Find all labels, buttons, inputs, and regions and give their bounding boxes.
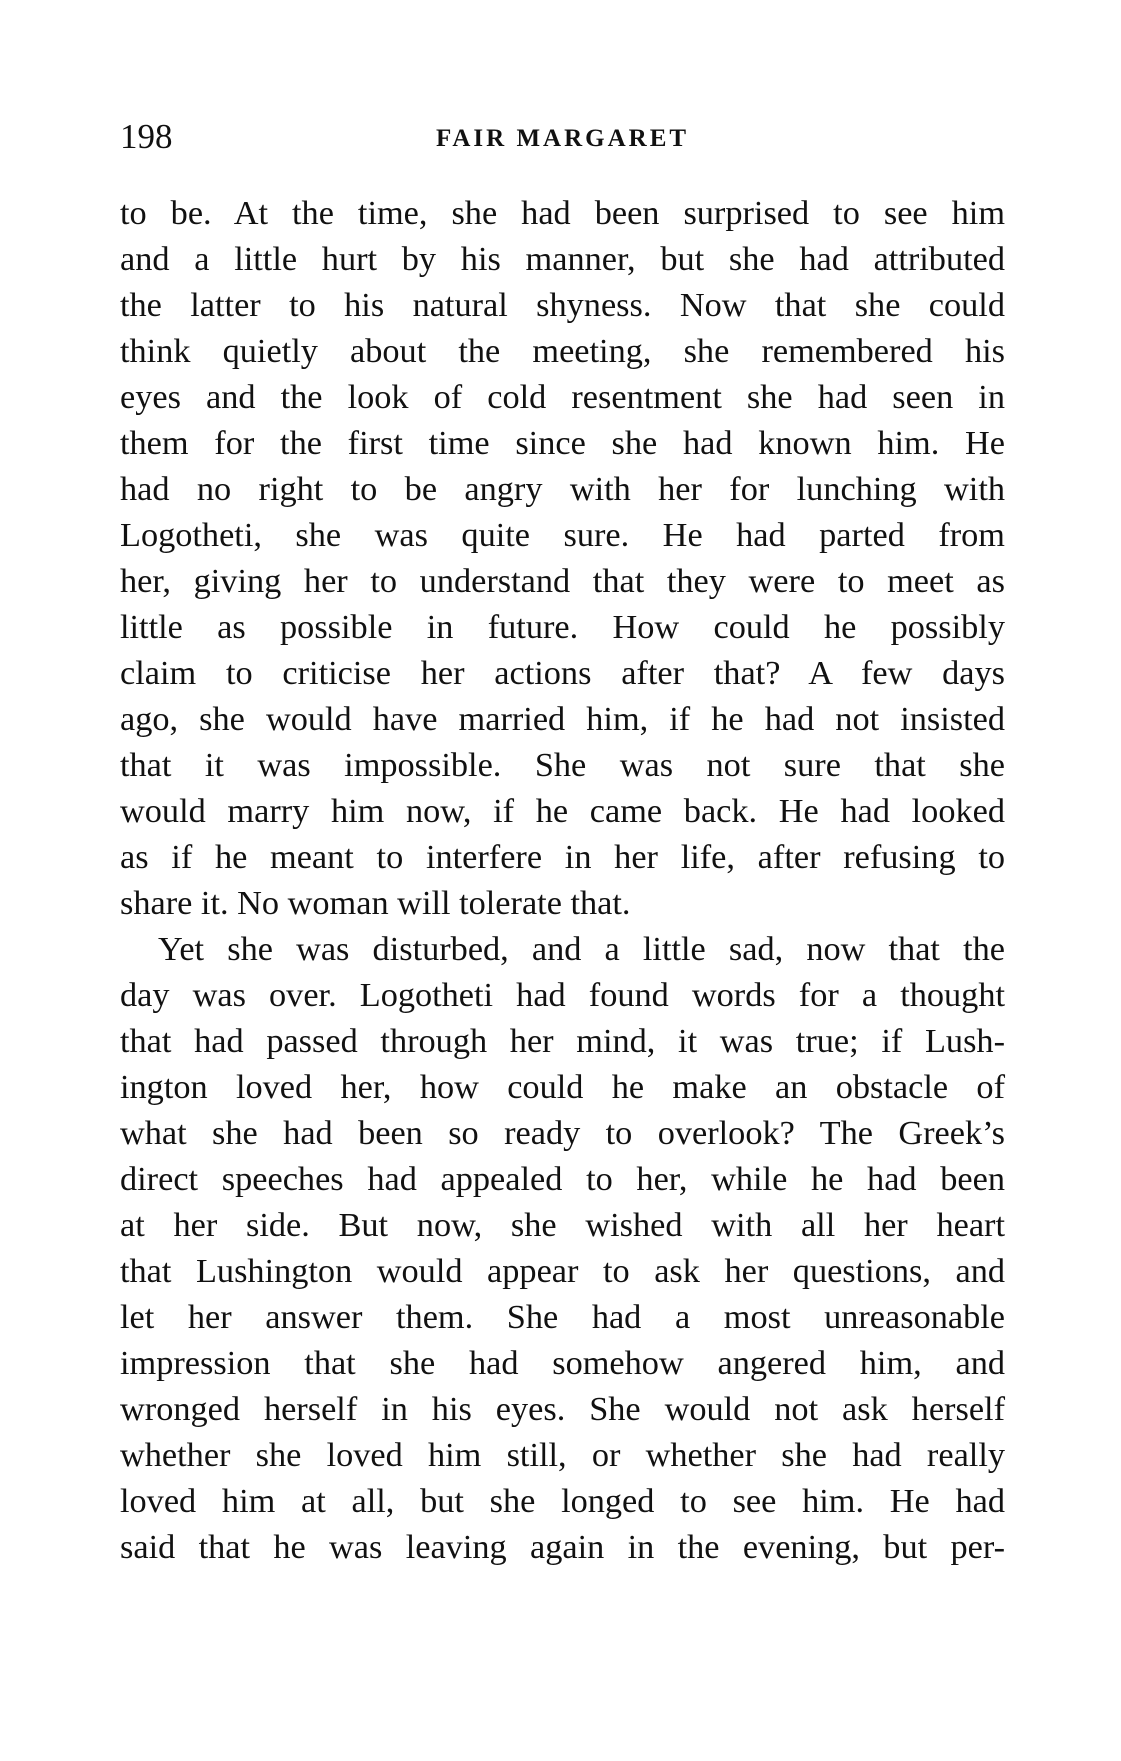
text-line: Yet she was disturbed, and a little sad, now that the xyxy=(158,930,1005,968)
text-line: as if he meant to interfere in her life, after refusing to xyxy=(120,838,1005,876)
text-line: said that he was leaving again in the evening, but per- xyxy=(120,1528,1005,1566)
text-line: would marry him now, if he came back. He had looked xyxy=(120,792,1005,830)
text-line: let her answer them. She had a most unreasonable xyxy=(120,1298,1005,1336)
text-line: day was over. Logotheti had found words for a thought xyxy=(120,976,1005,1014)
text-line: impression that she had somehow angered him, and xyxy=(120,1344,1005,1382)
text-line: Logotheti, she was quite sure. He had parted from xyxy=(120,516,1005,554)
text-line: little as possible in future. How could he possibly xyxy=(120,608,1005,646)
page-header xyxy=(120,112,1005,162)
text-line: whether she loved him still, or whether she had really xyxy=(120,1436,1005,1474)
text-line: ago, she would have married him, if he had not insisted xyxy=(120,700,1005,738)
text-line: ington loved her, how could he make an obstacle of xyxy=(120,1068,1005,1106)
text-line: at her side. But now, she wished with all her heart xyxy=(120,1206,1005,1244)
text-line: to be. At the time, she had been surprised to see him xyxy=(120,194,1005,232)
page-number: 198 xyxy=(120,117,173,156)
text-line: and a little hurt by his manner, but she had attributed xyxy=(120,240,1005,278)
text-line: that Lushington would appear to ask her questions, and xyxy=(120,1252,1005,1290)
running-title: FAIR MARGARET xyxy=(435,125,690,152)
text-line: the latter to his natural shyness. Now that she could xyxy=(120,286,1005,324)
text-line: eyes and the look of cold resentment she had seen in xyxy=(120,378,1005,416)
paragraph-2 xyxy=(120,926,1005,1570)
text-line: her, giving her to understand that they were to meet as xyxy=(120,562,1005,600)
text-line: loved him at all, but she longed to see him. He had xyxy=(120,1482,1005,1520)
text-line: that had passed through her mind, it was true; if Lush- xyxy=(120,1022,1005,1060)
text-line: wronged herself in his eyes. She would not ask herself xyxy=(120,1390,1005,1428)
text-line: had no right to be angry with her for lunching with xyxy=(120,470,1005,508)
text-line: claim to criticise her actions after that? A few days xyxy=(120,654,1005,692)
text-line: them for the first time since she had known him. He xyxy=(120,424,1005,462)
text-line: what she had been so ready to overlook? The Greek’s xyxy=(120,1114,1005,1152)
text-line: direct speeches had appealed to her, while he had been xyxy=(120,1160,1005,1198)
body-text xyxy=(120,190,1005,1570)
text-line: that it was impossible. She was not sure that she xyxy=(120,746,1005,784)
text-line: think quietly about the meeting, she remembered his xyxy=(120,332,1005,370)
paragraph-1 xyxy=(120,190,1005,926)
text-line: share it. No woman will tolerate that. xyxy=(120,884,631,922)
